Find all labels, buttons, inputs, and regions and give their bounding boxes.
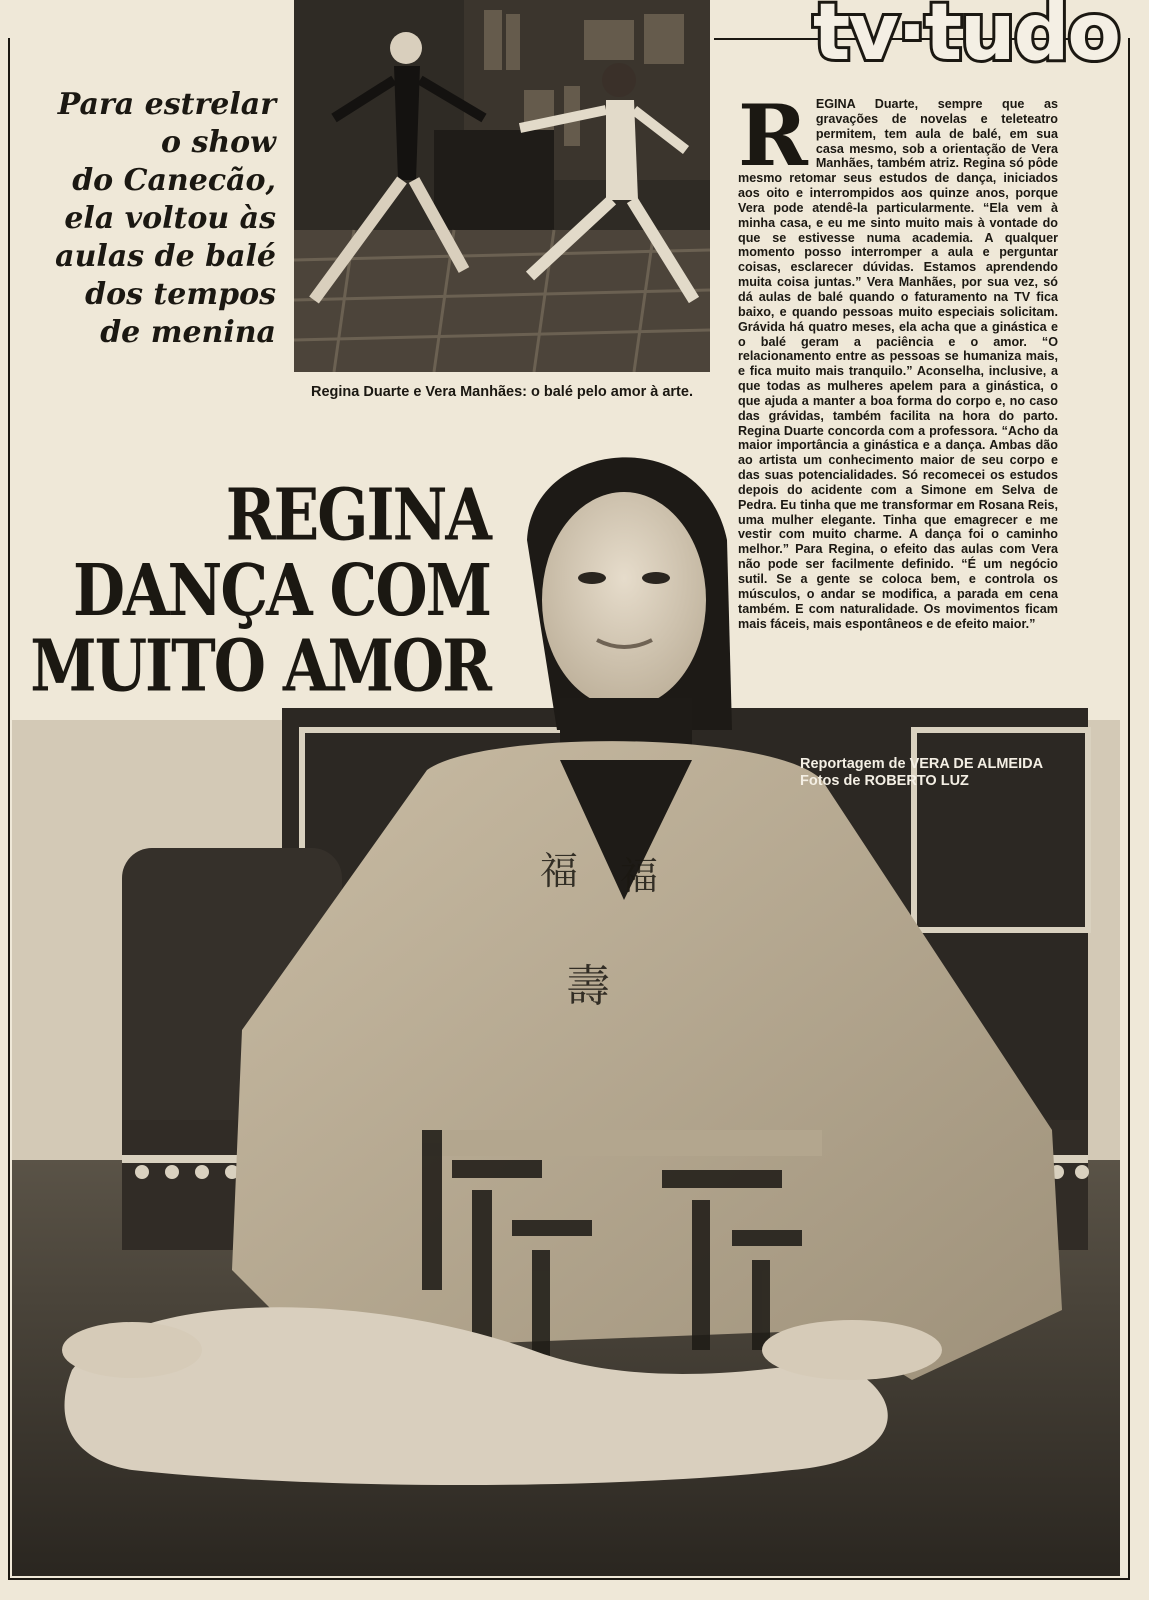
report-name: VERA DE ALMEIDA	[909, 756, 1044, 772]
teaser-line: de menina	[100, 315, 276, 350]
teaser-line: aulas de balé	[55, 239, 276, 274]
kimono-character: 福	[620, 854, 659, 898]
photo-caption: Regina Duarte e Vera Manhães: o balé pelo amor à arte.	[311, 384, 693, 400]
photo-prefix: Fotos de	[800, 773, 861, 789]
headline	[20, 474, 490, 709]
teaser-text	[40, 86, 276, 352]
headline-line: DANÇA COM	[72, 549, 490, 633]
masthead-logo: tv·tudo	[813, 0, 1119, 78]
teaser-line: Para estrelar	[57, 87, 276, 122]
kimono-character: 福	[540, 849, 579, 893]
article-body	[738, 86, 1058, 631]
teaser-line: do Canecão,	[72, 163, 276, 198]
credits	[800, 756, 1043, 790]
photo-name: ROBERTO LUZ	[864, 773, 969, 789]
report-prefix: Reportagem de	[800, 756, 906, 772]
headline-line: REGINA	[225, 474, 490, 558]
article-text: EGINA Duarte, sempre que as gravações de novelas e teleteatro permitem, tem aula de balé, em sua casa mesmo, sob a orientação de Vera Manhães, também atriz. Regina só pôde mesmo retomar seus estudos de dança, iniciados aos oito e interrompidos aos quinze anos, porque Vera pode atendê-la particularmente. “Ela vem à minha casa, e eu me sinto muito mais à vontade do que se estivesse numa academia. A qualquer momento posso interromper a aula e perguntar coisas, esclarecer dúvidas. Estamos aprendendo muita coisa juntas.” Vera Manhães, por sua vez, só dá aulas de balé quando o faturamento na TV fica baixo, e quando pessoas muito especiais solicitam. Grávida há quatro meses, ela acha que a ginástica e o balé geram a paciência e o amor. “O relacionamento entre as pessoas se humaniza mais, e fica muito mais tranquilo.” Aconselha, inclusive, a que todas as mulheres apelem para a ginástica, o que ajuda a manter a boa forma do corpo e, no caso das grávidas, também facilita na hora do parto. Regina Duarte concorda com a professora. “Acho da maior importância a ginástica e a dança. Ambas dão ao artista um conhecimento maior de seu corpo e das suas potencialidades. Só recomecei os estudos depois do acidente com a Simone em Selva de Pedra. Eu tinha que me transformar em Rosana Reis, uma mulher elegante. Tinha que emagrecer e me vestir com muito charme. A dança foi o caminho melhor.” Para Regina, o efeito das aulas com Vera não pode ser facilmente definido. “É um negócio sutil. Se a gente se coloca bem, e controla os músculos, o andar se modifica, a parada em cena também. E com naturalidade. Os movimentos ficam mais fáceis, mais espontâneos e de efeito maior.”	[738, 97, 1058, 631]
kimono-character: 壽	[566, 961, 610, 1012]
teaser-line: dos tempos	[85, 277, 276, 312]
drop-cap: R	[738, 86, 808, 185]
teaser-line: ela voltou às	[64, 201, 276, 236]
headline-line: MUITO AMOR	[30, 625, 490, 709]
teaser-line: o show	[161, 125, 276, 160]
